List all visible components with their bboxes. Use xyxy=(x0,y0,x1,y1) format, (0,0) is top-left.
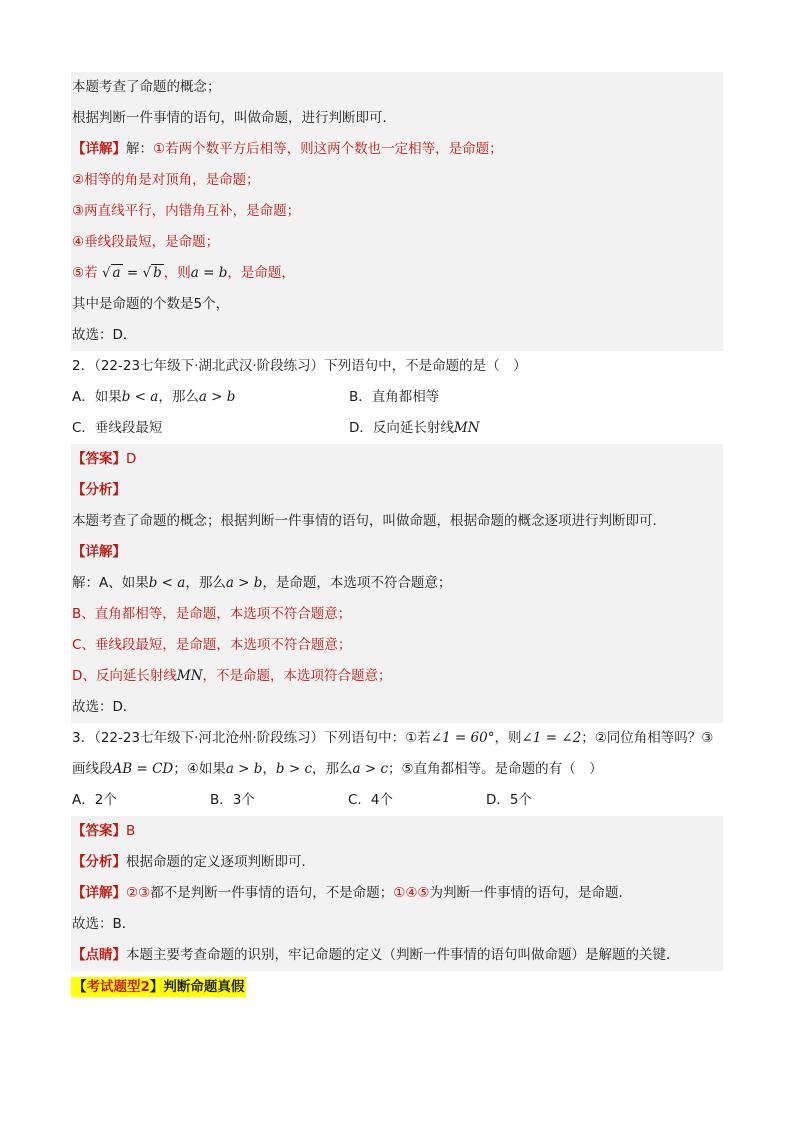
math-expr: ∠1 = 60° xyxy=(430,730,495,746)
text: ①④⑤ xyxy=(393,885,430,901)
option-b: B．直角都相等 xyxy=(349,389,440,405)
answer-tag: 【答案】 xyxy=(72,823,126,839)
sqrt-a: √ a xyxy=(101,265,121,281)
text-line xyxy=(71,630,723,661)
answer-line xyxy=(71,444,723,475)
analysis-tag: 【分析】 xyxy=(72,854,126,870)
math-expr: MN xyxy=(453,420,480,436)
detail-line xyxy=(71,134,723,165)
detail-tag-line xyxy=(71,537,723,568)
math-expr: a > b xyxy=(225,761,263,777)
text-line xyxy=(71,227,723,258)
text-line xyxy=(71,320,723,351)
text: ；⑤直角都相等。是命题的有（ ） xyxy=(388,761,603,777)
radicand: a xyxy=(112,265,121,281)
math-expr: AB = CD xyxy=(112,761,174,777)
text: ②③ xyxy=(126,885,151,901)
comment-line xyxy=(71,940,723,971)
text: 为判断一件事情的语句，是命题． xyxy=(429,885,633,901)
text-line xyxy=(71,72,723,103)
answer-value: D xyxy=(126,451,137,467)
text: ，则 xyxy=(494,730,522,746)
text-line xyxy=(71,909,723,940)
question-stem xyxy=(71,351,723,382)
text: 本题主要考查命题的识别，牢记命题的定义（判断一件事情的语句叫做命题）是解题的关键． xyxy=(126,947,680,963)
text: 故选：B． xyxy=(72,916,136,932)
option-b: B．3个 xyxy=(210,792,255,808)
analysis-line xyxy=(71,847,723,878)
text-line xyxy=(71,661,723,692)
options-row xyxy=(71,413,723,444)
math-expr: MN xyxy=(176,668,203,684)
text: ，那么 xyxy=(185,575,226,591)
question-stem xyxy=(71,754,723,785)
text-line xyxy=(71,506,723,537)
text: ，那么 xyxy=(158,389,199,405)
text-line xyxy=(71,599,723,630)
text: ④垂线段最短，是命题； xyxy=(72,234,220,250)
text: ，是命题，本选项不符合题意； xyxy=(262,575,452,591)
document-page xyxy=(71,72,723,997)
text: ，则 xyxy=(163,265,191,281)
text-line xyxy=(71,289,723,320)
option-c: C．4个 xyxy=(348,792,394,808)
text: ，是命题， xyxy=(227,265,295,281)
text: 根据命题的定义逐项判断即可． xyxy=(126,854,315,870)
text: D．反向延长射线 xyxy=(349,420,454,436)
text-line xyxy=(71,692,723,723)
text: 解：A、如果 xyxy=(72,575,149,591)
option-d: D．5个 xyxy=(486,792,532,808)
math-expr: a > b xyxy=(198,389,236,405)
text: 都不是判断一件事情的语句，不是命题； xyxy=(150,885,394,901)
math-expr: ∠1 = ∠2 xyxy=(521,730,582,746)
text: 其中是命题的个数是5个， xyxy=(72,296,230,312)
option-a xyxy=(72,382,349,413)
radicand: b xyxy=(153,265,162,281)
sqrt-b: √ b xyxy=(142,265,162,281)
text: 【 xyxy=(73,979,87,995)
options-row xyxy=(71,382,723,413)
math-expr: a = b xyxy=(190,265,228,281)
text: ，不是命题，本选项符合题意； xyxy=(202,668,392,684)
text: ；④如果 xyxy=(173,761,226,777)
text-line xyxy=(71,196,723,227)
question-stem xyxy=(71,723,723,754)
analysis-tag-line xyxy=(71,475,723,506)
text: 2．（22-23七年级下·湖北武汉·阶段练习）下列语句中，不是命题的是（ ） xyxy=(72,358,527,374)
math-expr: b < a xyxy=(148,575,186,591)
math-expr: b > c xyxy=(275,761,313,777)
text: ①若两个数平方后相等，则这两个数也一定相等，是命题； xyxy=(153,141,503,157)
answer-line xyxy=(71,816,723,847)
detail-tag: 【详解】 xyxy=(72,141,126,157)
text-line xyxy=(71,103,723,134)
text: 画线段 xyxy=(72,761,113,777)
math-expr: a > c xyxy=(352,761,389,777)
option-c: C．垂线段最短 xyxy=(72,420,163,436)
text: ；②同位角相等吗？③ xyxy=(581,730,714,746)
option-d xyxy=(349,413,480,444)
analysis-tag: 【分析】 xyxy=(72,482,126,498)
text: = xyxy=(126,265,139,281)
text: 故选：D． xyxy=(72,327,137,343)
question-2 xyxy=(71,351,723,444)
text: 】 xyxy=(149,979,164,995)
section-heading xyxy=(71,977,246,997)
text: 判断命题真假 xyxy=(163,979,245,995)
math-expr: a > b xyxy=(225,575,263,591)
detail-tag: 【详解】 xyxy=(72,544,126,560)
option-a: A．2个 xyxy=(72,792,117,808)
text: B、直角都相等，是命题，本选项不符合题意； xyxy=(72,606,352,622)
text: D、反向延长射线 xyxy=(72,668,177,684)
text: C、垂线段最短，是命题，本选项不符合题意； xyxy=(72,637,352,653)
text: 根据判断一件事情的语句，叫做命题，进行判断即可． xyxy=(72,110,396,126)
solution-block-2 xyxy=(71,444,723,723)
text-line xyxy=(71,165,723,196)
text: ⑤若 xyxy=(72,265,98,281)
text: ， xyxy=(262,761,276,777)
solution-block-3 xyxy=(71,816,723,971)
math-expr: b < a xyxy=(121,389,159,405)
text-line xyxy=(71,568,723,599)
text: ③两直线平行，内错角互补，是命题； xyxy=(72,203,301,219)
text: ②相等的角是对顶角，是命题； xyxy=(72,172,260,188)
text: 本题考查了命题的概念；根据判断一件事情的语句，叫做命题，根据命题的概念逐项进行判断即可． xyxy=(72,513,666,529)
detail-line xyxy=(71,878,723,909)
text: 本题考查了命题的概念； xyxy=(72,79,221,95)
detail-tag: 【详解】 xyxy=(72,885,126,901)
answer-value: B xyxy=(126,823,136,839)
text: A．如果 xyxy=(72,389,122,405)
text: 故选：D． xyxy=(72,699,137,715)
text: ，那么 xyxy=(312,761,353,777)
comment-tag: 【点睛】 xyxy=(72,947,126,963)
solution-block-1 xyxy=(71,72,723,351)
options-row xyxy=(71,785,723,816)
answer-tag: 【答案】 xyxy=(72,451,126,467)
text-line xyxy=(71,258,723,289)
text: 考试题型 xyxy=(86,979,141,995)
text: 3．（22-23七年级下·河北沧州·阶段练习）下列语句中：①若 xyxy=(72,730,431,746)
text: 2 xyxy=(140,979,150,995)
question-3 xyxy=(71,723,723,816)
text: 解： xyxy=(126,141,153,157)
